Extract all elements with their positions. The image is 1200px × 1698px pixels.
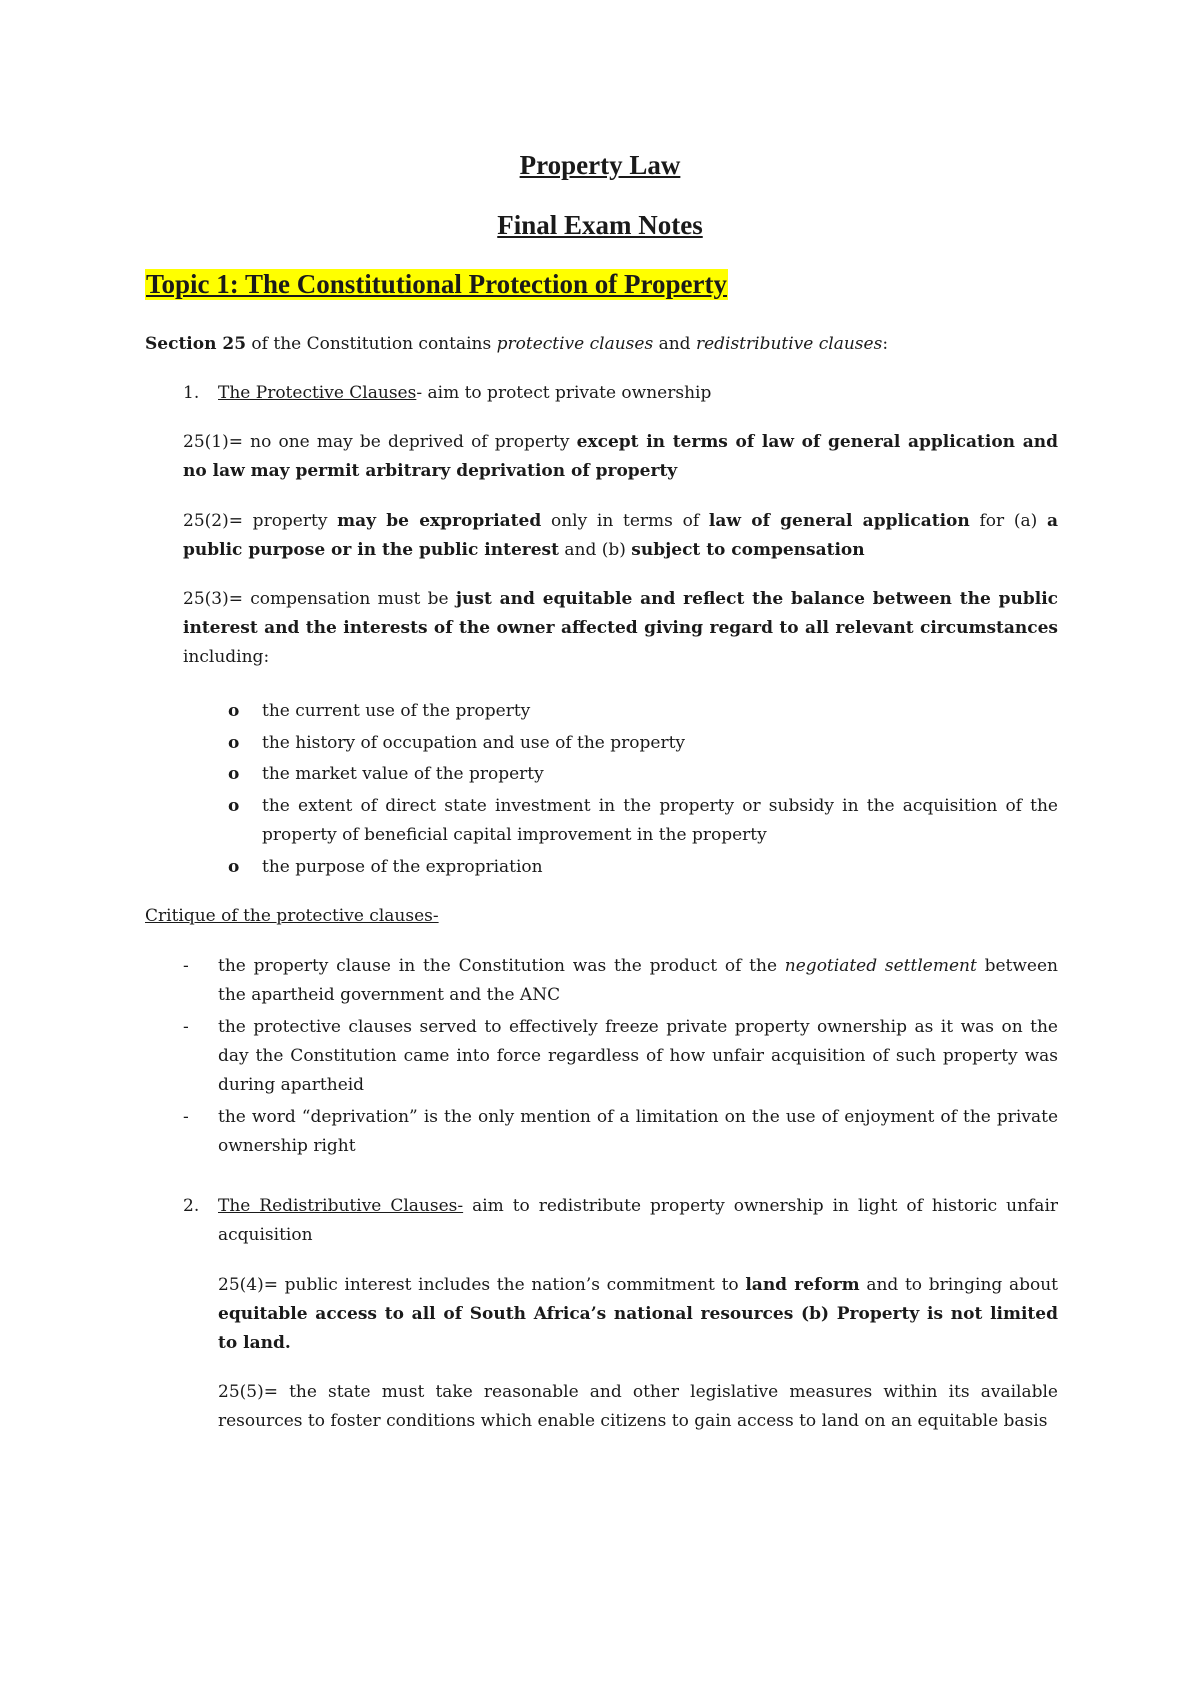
intro-text-and: and [653, 334, 696, 354]
critique-item-1 [218, 952, 1058, 1010]
clause-25-1 [183, 428, 1058, 486]
clause-25-2-text-d: and (b) [558, 540, 632, 560]
clause-25-2-bold-a: may be expropriated [337, 511, 542, 531]
clause-25-4 [218, 1271, 1058, 1358]
clause-25-4-bold-a: land reform [745, 1275, 860, 1295]
list-item: the market value of the property [262, 764, 544, 784]
list-item: the history of occupation and use of the property [262, 733, 686, 753]
clause-25-3-text: 25(3)= compensation must be [183, 589, 456, 609]
topic-heading: Topic 1: The Constitutional Protection of Property [146, 269, 727, 299]
critique-item-2: the protective clauses served to effectively freeze private property ownership as it was on the day the Constitution came into force regardless of how unfair acquisition of such property was during apartheid [218, 1017, 1058, 1095]
dash-marker: - [183, 1017, 189, 1037]
dash-marker: - [183, 956, 189, 976]
critique-1-text-b: between the apartheid government and the ANC [218, 956, 1058, 1005]
clause-25-2-text-a: 25(2)= property [183, 511, 338, 531]
bullet-marker: o [228, 701, 240, 721]
redistributive-clauses-desc: aim to redistribute property ownership in light of historic unfair acquisition [218, 1196, 1059, 1245]
intro-text: of the Constitution contains [246, 334, 497, 354]
clause-25-2 [183, 507, 1058, 565]
clause-25-2-text-b: only in terms of [541, 511, 709, 531]
clause-25-2-text-c: for (a) [969, 511, 1047, 531]
bullet-marker: o [228, 733, 240, 753]
list-number-2: 2. [183, 1196, 200, 1216]
intro-redistributive-term: redistributive clauses [695, 334, 883, 354]
clause-25-2-bold-d: subject to compensation [631, 540, 865, 560]
clause-25-1-text: 25(1)= no one may be deprived of property [183, 432, 577, 452]
clause-25-4-text-b: and to bringing about [859, 1275, 1058, 1295]
intro-colon: : [882, 334, 889, 354]
protective-clauses-desc: - aim to protect private ownership [416, 383, 712, 403]
list-item: the current use of the property [262, 701, 531, 721]
redistributive-clauses-item [218, 1192, 1058, 1250]
document-subtitle: Final Exam Notes [497, 210, 703, 240]
critique-heading: Critique of the protective clauses- [145, 906, 439, 926]
redistributive-clauses-heading: The Redistributive Clauses- [218, 1196, 464, 1216]
clause-25-2-bold-b: law of general application [708, 511, 970, 531]
bullet-marker: o [228, 764, 240, 784]
protective-clauses-item [218, 379, 1058, 408]
intro-protective-term: protective clauses [496, 334, 654, 354]
bullet-marker: o [228, 857, 240, 877]
list-item: the purpose of the expropriation [262, 857, 543, 877]
clause-25-3-bold: just and equitable and reflect the balance between the public interest and the interests of the owner affected giving regard to all relevant circumstances [183, 589, 1059, 638]
clause-25-4-text-a: 25(4)= public interest includes the nation’s commitment to [218, 1275, 746, 1295]
clause-25-4-bold-b: equitable access to all of South Africa’s national resources (b) Property is not limited to land. [218, 1304, 1058, 1353]
document-title: Property Law [519, 150, 681, 180]
critique-1-text-a: the property clause in the Constitution was the product of the [218, 956, 785, 976]
clause-25-2-bold-c: a public purpose or in the public interest [183, 511, 1059, 560]
intro-section-ref: Section 25 [145, 334, 247, 354]
clause-25-1-bold: except in terms of law of general application and no law may permit arbitrary deprivation of property [183, 432, 1058, 481]
clause-25-3 [183, 585, 1058, 672]
intro-paragraph [145, 330, 1065, 359]
protective-clauses-heading: The Protective Clauses [218, 383, 417, 403]
clause-25-5: 25(5)= the state must take reasonable and other legislative measures within its available resources to foster conditions which enable citizens to gain access to land on an equitable basis [218, 1382, 1058, 1431]
bullet-marker: o [228, 796, 240, 816]
critique-1-italic: negotiated settlement [784, 956, 977, 976]
list-item: the extent of direct state investment in the property or subsidy in the acquisition of the property of beneficial capital improvement in the property [262, 796, 1058, 845]
list-number-1: 1. [183, 383, 200, 403]
critique-item-3: the word “deprivation” is the only mention of a limitation on the use of enjoyment of the private ownership right [218, 1107, 1058, 1156]
clause-25-3-including: including: [183, 647, 270, 667]
dash-marker: - [183, 1107, 189, 1127]
